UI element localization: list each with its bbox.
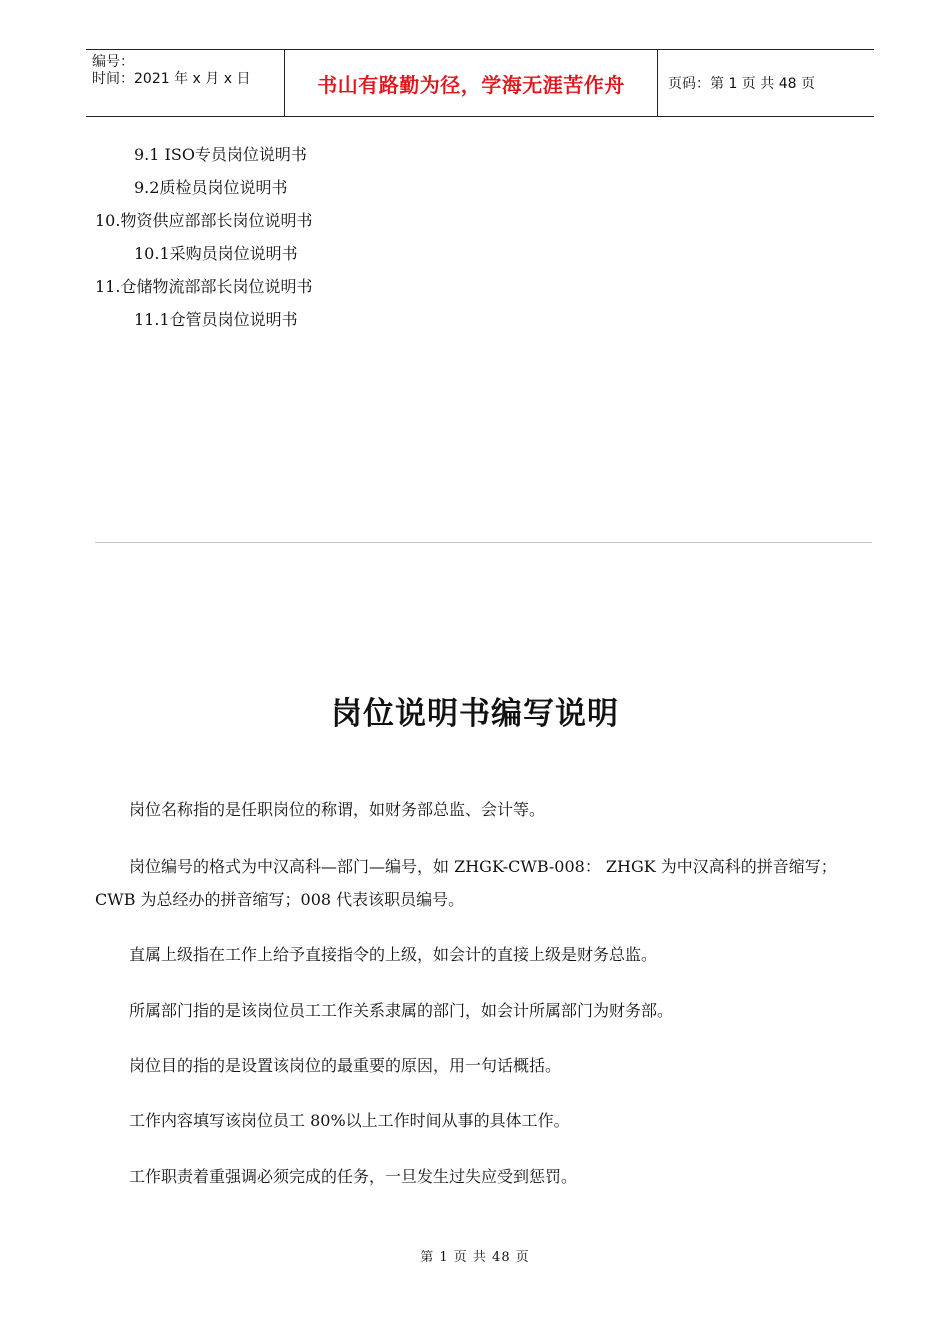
toc-item[interactable]: 10.物资供应部部长岗位说明书 (95, 211, 313, 230)
toc-item[interactable]: 11.1仓管员岗位说明书 (134, 310, 298, 329)
page-title: 岗位说明书编写说明 (331, 696, 619, 732)
body-paragraph: 直属上级指在工作上给予直接指令的上级，如会计的直接上级是财务总监。 (129, 945, 658, 964)
toc-item[interactable]: 9.1 ISO专员岗位说明书 (134, 145, 307, 164)
document-time: 时间：2021 年 x 月 x 日 (92, 71, 251, 87)
header-motto: 书山有路勤为径，学海无涯苦作舟 (285, 50, 658, 116)
page-footer: 第 1 页 共 48 页 (420, 1250, 530, 1265)
body-paragraph: 岗位目的指的是设置该岗位的最重要的原因，用一句话概括。 (129, 1056, 562, 1075)
document-number-label: 编号： (92, 54, 134, 70)
section-divider (95, 542, 872, 543)
body-paragraph: 工作职责着重强调必须完成的任务，一旦发生过失应受到惩罚。 (129, 1167, 578, 1186)
toc-item[interactable]: 11.仓储物流部部长岗位说明书 (95, 277, 313, 296)
body-paragraph: 工作内容填写该岗位员工 80%以上工作时间从事的具体工作。 (129, 1111, 570, 1130)
header-meta (86, 50, 285, 116)
body-paragraph: 岗位名称指的是任职岗位的称谓，如财务部总监、会计等。 (129, 800, 546, 819)
body-paragraph: 岗位编号的格式为中汉高科—部门—编号，如 ZHGK-CWB-008： ZHGK 为中汉高科的拼音缩写；CWB 为总经办的拼音缩写；008 代表该职员编号。 (95, 857, 837, 909)
page-header (86, 49, 874, 117)
body-paragraph: 所属部门指的是该岗位员工工作关系隶属的部门，如会计所属部门为财务部。 (129, 1001, 674, 1020)
toc-item[interactable]: 9.2质检员岗位说明书 (134, 178, 288, 197)
header-page-info: 页码：第 1 页 共 48 页 (668, 76, 815, 92)
toc-item[interactable]: 10.1采购员岗位说明书 (134, 244, 298, 263)
